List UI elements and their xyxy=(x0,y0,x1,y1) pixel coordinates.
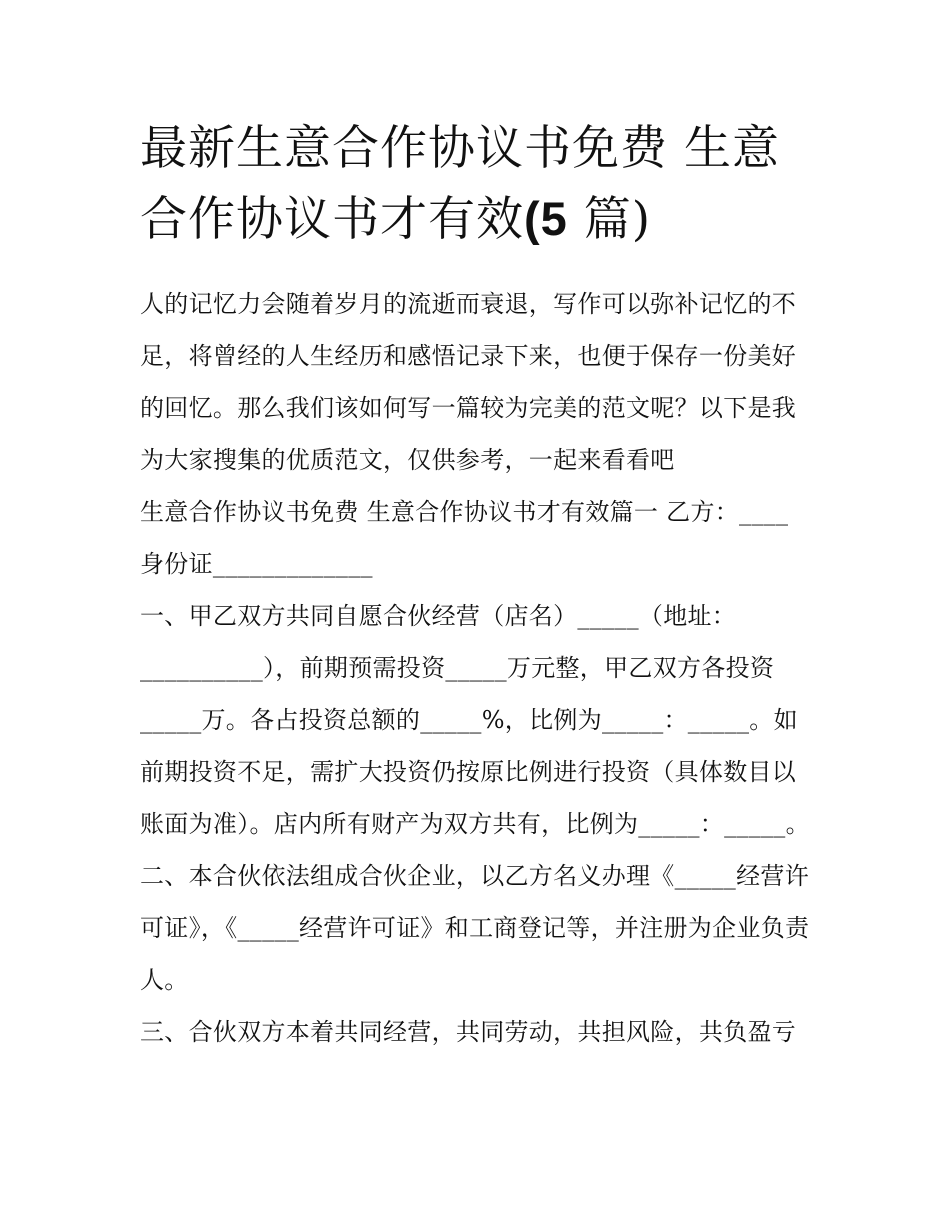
title-count: (5 xyxy=(524,192,568,245)
id-line: 身份证_____________ xyxy=(140,550,373,578)
section-heading-line: 生意合作协议书免费 生意合作协议书才有效篇一 乙方：____ xyxy=(140,498,789,526)
title-suffix: 篇) xyxy=(567,192,652,247)
clause-3: 三、合伙双方本着共同经营，共同劳动，共担风险，共负盈亏 xyxy=(140,1018,797,1046)
clause-1: 一、甲乙双方共同自愿合伙经营（店名）_____（地址：__________），前期预需投资_____万元整，甲乙双方各投资_____万。各占投资总额的_____%，比例为_____：_____。如前期投资不足，需扩大投资仍按原比例进行投资（具体数目以账面为准）。店内所有财产为双方共有，比例为_____：_____。 xyxy=(140,602,810,838)
intro-paragraph: 人的记忆力会随着岁月的流逝而衰退，写作可以弥补记忆的不足，将曾经的人生经历和感悟记录下来，也便于保存一份美好的回忆。那么我们该如何写一篇较为完美的范文呢？以下是我为大家搜集的优质范文，仅供参考，一起来看看吧 xyxy=(140,290,797,474)
title-text: 最新生意合作协议书免费 生意合作协议书才有效 xyxy=(140,121,780,247)
document-body xyxy=(140,278,820,1058)
clause-2: 二、本合伙依法组成合伙企业，以乙方名义办理《_____经营许可证》，《_____经营许可证》和工商登记等，并注册为企业负责人。 xyxy=(140,862,810,994)
document-title xyxy=(140,114,820,255)
